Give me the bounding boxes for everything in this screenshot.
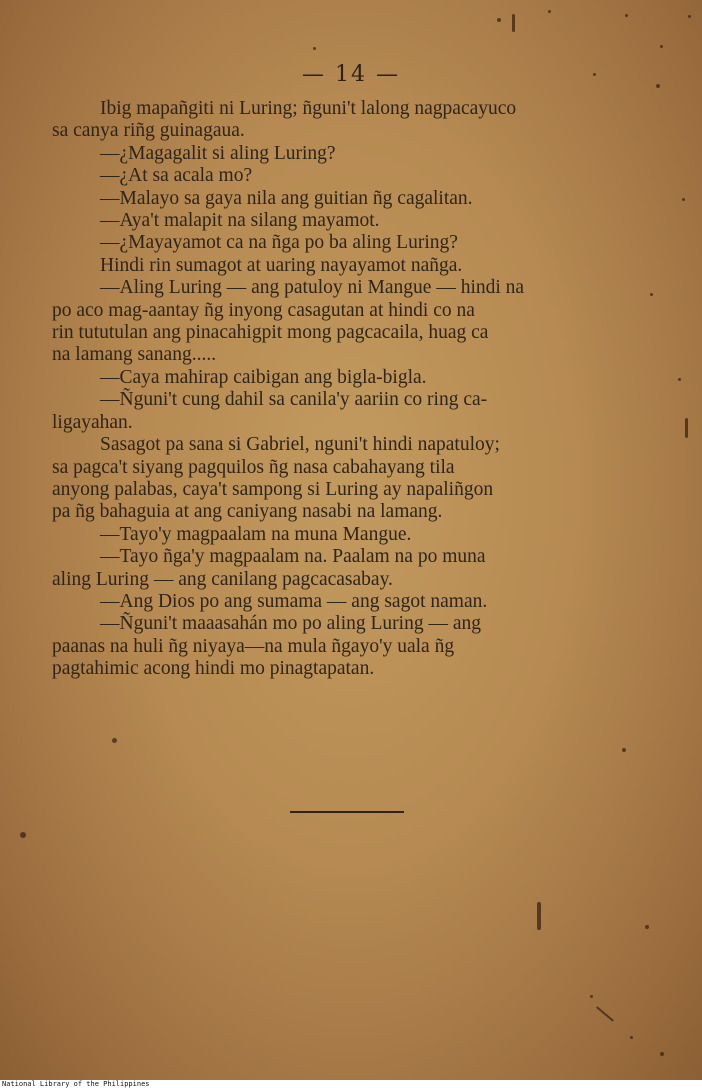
text-line: paanas na huli ñg niyaya—na mula ñgayo'y uala ñg [52,635,455,657]
body-text [52,98,640,681]
ink-speck [682,198,685,201]
text-line: —Ang Dios po ang sumama — ang sagot naman. [100,590,488,612]
text-line: sa pagca't siyang pagquilos ñg nasa cabahayang tila [52,456,455,478]
ink-speck [630,1036,633,1039]
ink-speck [313,47,316,50]
text-line: ligayahan. [52,411,133,433]
text-line: —Aling Luring — ang patuloy ni Mangue — hindi na [100,277,525,299]
text-line: Ibig mapañgiti ni Luring; ñguni't lalong nagpacayuco [100,98,517,119]
text-line: —Ñguni't cung dahil sa canila'y aariin co ring ca- [100,389,488,411]
text-line: na lamang sanang..... [52,344,217,366]
ink-speck [645,925,649,929]
ink-speck [650,293,653,296]
ink-speck [590,995,593,998]
text-line: pa ñg bahaguia at ang caniyang nasabi na lamang. [52,501,443,523]
ink-speck [20,832,26,838]
ink-speck [660,1052,664,1056]
ink-speck [112,738,117,743]
page-number: — 14 — [302,62,400,87]
text-line: —Tayo ñga'y magpaalam na. Paalam na po muna [100,546,486,568]
ink-speck [625,14,628,17]
text-line: rin tututulan ang pinacahigpit mong pagcacaila, huag ca [52,322,489,344]
text-line: —Malayo sa gaya nila ang guitian ñg cagalitan. [100,187,473,209]
text-line: —¿Mayayamot ca na ñga po ba aling Luring? [100,232,458,254]
text-line: sa canya riñg guinagaua. [52,120,245,142]
text-line: —Caya mahirap caibigan ang bigla-bigla. [100,366,427,388]
footer-credit: National Library of the Philippines [2,1080,150,1088]
ink-speck [685,418,688,438]
text-line: —Aya't malapit na silang mayamot. [100,210,380,232]
ink-speck [622,748,626,752]
ink-speck [688,15,691,18]
text-line: —Ñguni't maaasahán mo po aling Luring — ang [100,613,481,635]
text-line: pagtahimic acong hindi mo pinagtapatan. [52,658,375,680]
text-line: po aco mag-aantay ñg inyong casagutan at hindi co na [52,299,475,321]
text-line: —¿At sa acala mo? [100,165,253,187]
section-divider [290,811,404,813]
ink-speck [596,1006,614,1022]
text-line: —Tayo'y magpaalam na muna Mangue. [100,523,412,545]
ink-speck [548,10,551,13]
text-line: aling Luring — ang canilang pagcacasabay. [52,568,393,590]
text-line: —¿Magagalit si aling Luring? [100,142,336,164]
ink-speck [660,45,663,48]
text-line: anyong palabas, caya't sampong si Luring ay napaliñgon [52,478,494,500]
text-line: Hindi rin sumagot at uaring nayayamot nañga. [100,254,463,276]
ink-speck [497,18,501,22]
ink-speck [512,14,515,32]
ink-speck [678,378,681,381]
ink-speck [537,902,541,930]
text-line: Sasagot pa sana si Gabriel, nguni't hindi napatuloy; [100,434,500,456]
